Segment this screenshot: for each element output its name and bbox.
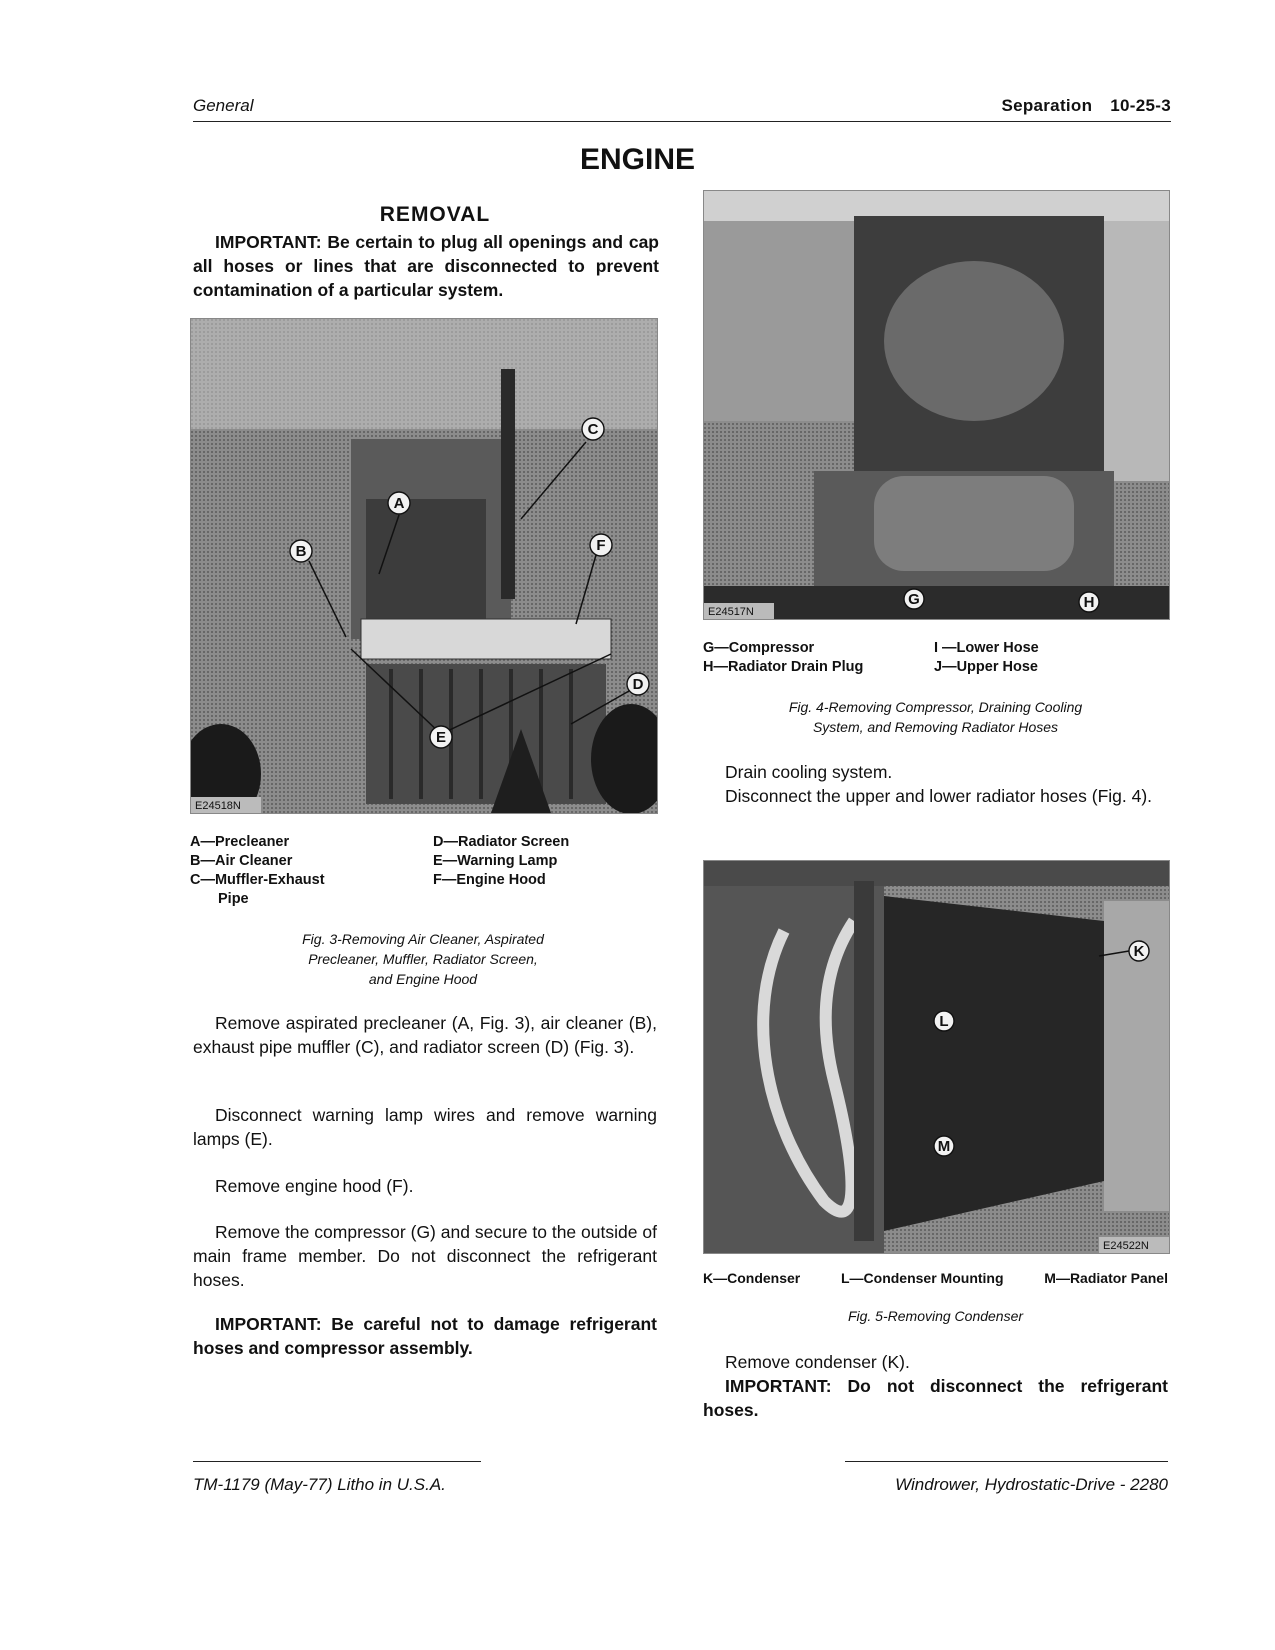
fig3-code: E24518N xyxy=(195,800,241,812)
fig3-callout-d: D xyxy=(632,676,644,693)
fig3-legend-item: Pipe xyxy=(218,891,249,907)
left-paragraph-4: Remove the compressor (G) and secure to the outside of main frame member. Do not disconnect the refrigerant hoses. xyxy=(193,1222,657,1290)
fig3-caption-line: and Engine Hood xyxy=(368,971,478,987)
fig5-callout-m: M xyxy=(937,1138,951,1155)
fig4-legend-item: J—Upper Hose xyxy=(934,659,1038,675)
right-paragraph-2: Disconnect the upper and lower radiator hoses (Fig. 4). xyxy=(725,786,1153,806)
fig3-callout-e: E xyxy=(435,729,447,746)
fig5-legend-item: M—Radiator Panel xyxy=(1044,1270,1168,1286)
fig4-legend-item: G—Compressor xyxy=(703,640,815,656)
footer-right: Windrower, Hydrostatic-Drive - 2280 xyxy=(895,1475,1168,1494)
fig4-callout-h: H xyxy=(1083,594,1095,611)
fig3-legend-item: B—Air Cleaner xyxy=(190,853,293,869)
left-paragraph-1: Remove aspirated precleaner (A, Fig. 3), air cleaner (B), exhaust pipe muffler (C), and radiator screen (D) (Fig. 3). xyxy=(193,1013,657,1057)
header-title-block xyxy=(1001,96,1171,116)
fig5-callout-l: L xyxy=(939,1013,949,1030)
fig4-code: E24517N xyxy=(708,606,754,618)
right-important: IMPORTANT: Do not disconnect the refrigerant hoses. xyxy=(703,1376,1168,1420)
right-final-paragraph: Remove condenser (K). xyxy=(725,1352,910,1372)
fig3-callout-f: F xyxy=(596,537,606,554)
left-important: IMPORTANT: Be careful not to damage refrigerant hoses and compressor assembly. xyxy=(193,1314,657,1358)
fig3-legend-item: D—Radiator Screen xyxy=(433,834,570,850)
fig4-caption-line: Fig. 4-Removing Compressor, Draining Cooling xyxy=(788,699,1083,715)
footer-left: TM-1179 (May-77) Litho in U.S.A. xyxy=(193,1475,446,1494)
main-title: ENGINE xyxy=(579,143,696,176)
fig3-callout-b: B xyxy=(295,543,307,560)
fig3-caption-line: Precleaner, Muffler, Radiator Screen, xyxy=(308,951,538,967)
left-paragraph-3: Remove engine hood (F). xyxy=(215,1176,414,1196)
header-rule xyxy=(193,121,1171,122)
sub-title: REMOVAL xyxy=(379,203,491,226)
footer-rule-left xyxy=(193,1461,481,1462)
fig3-caption-line: Fig. 3-Removing Air Cleaner, Aspirated xyxy=(302,931,544,947)
fig3-photo xyxy=(190,318,658,814)
fig4-caption-line: System, and Removing Radiator Hoses xyxy=(812,719,1059,735)
fig4-callout-g: G xyxy=(908,591,920,608)
fig3-legend-item: C—Muffler-Exhaust xyxy=(190,872,325,888)
fig3-legend-item: E—Warning Lamp xyxy=(433,853,558,869)
fig3-legend-item: A—Precleaner xyxy=(190,834,290,850)
header-page-number: 10-25-3 xyxy=(1110,96,1171,115)
fig3-callout-a: A xyxy=(393,495,405,512)
header-title: Separation xyxy=(1001,96,1093,115)
left-paragraph-2: Disconnect warning lamp wires and remove warning lamps (E). xyxy=(193,1105,657,1149)
fig5-legend-item: K—Condenser xyxy=(703,1270,801,1286)
fig5-legend xyxy=(703,1269,1168,1288)
fig4-legend-right xyxy=(934,639,1164,677)
fig5-code: E24522N xyxy=(1103,1240,1149,1252)
fig5-legend-item: L—Condenser Mounting xyxy=(840,1270,1004,1286)
fig3-legend-right xyxy=(433,833,663,890)
intro-important: IMPORTANT: Be certain to plug all openings and cap all hoses or lines that are disconnected to prevent contamination of a particular system. xyxy=(193,232,659,300)
footer-rule-right xyxy=(845,1461,1168,1462)
fig3-callout-c: C xyxy=(587,421,599,438)
fig4-photo xyxy=(703,190,1170,620)
fig3-legend-left xyxy=(190,833,420,909)
fig5-photo xyxy=(703,860,1170,1254)
right-paragraph-1: Drain cooling system. xyxy=(725,762,893,782)
fig3-caption xyxy=(190,929,656,989)
fig3-legend-item: F—Engine Hood xyxy=(433,872,546,888)
fig5-callout-k: K xyxy=(1133,943,1145,960)
fig4-caption xyxy=(703,697,1168,737)
fig5-caption: Fig. 5-Removing Condenser xyxy=(847,1308,1024,1324)
fig4-legend-item: I —Lower Hose xyxy=(934,640,1039,656)
fig4-legend-left xyxy=(703,639,933,677)
header-section: General xyxy=(193,96,254,115)
fig4-legend-item: H—Radiator Drain Plug xyxy=(703,659,864,675)
